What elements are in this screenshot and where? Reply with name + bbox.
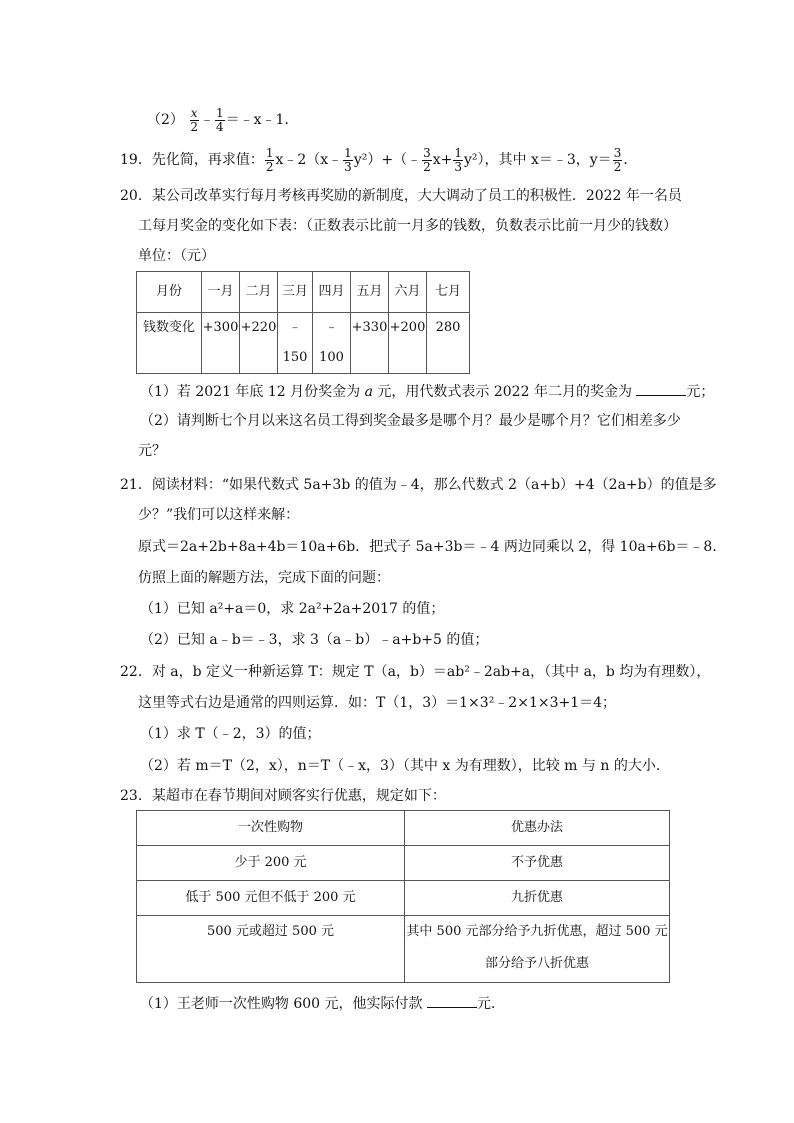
answer-blank[interactable] (636, 381, 686, 396)
fraction: $\frac{3}{2}$ (423, 145, 431, 174)
q22-line2: 这里等式右边是通常的四则运算．如：T（1，3）＝1×3²﹣2×1×3+1＝4； (138, 695, 617, 711)
table-row (137, 916, 670, 983)
q23-part1: （1）王老师一次性购物 600 元，他实际付款 元． (140, 993, 505, 1014)
q18-part2-equation: （2） $\frac{x}{2}$ ﹣ $\frac{1}{4}$ ＝﹣x﹣1． (147, 105, 299, 134)
table-row (137, 313, 470, 374)
table-cell: 月份 (137, 272, 202, 313)
table-cell: +220 (240, 313, 278, 374)
fraction: $\frac{1}{2}$ (265, 145, 274, 174)
q22-line1: 22．对 a，b 定义一种新运算 T：规定 T（a，b）＝ab²﹣2ab+a，（其中 a，b 均为有理数）， (120, 664, 711, 680)
fraction-1-over-4: $\frac{1}{4}$ (216, 105, 224, 134)
table-cell: +330 (351, 313, 389, 374)
table-cell: 一月 (202, 272, 240, 313)
table-cell: 一次性购物 (137, 811, 405, 846)
fraction: $\frac{1}{3}$ (344, 145, 352, 174)
q20-line2: 工每月奖金的变化如下表：（正数表示比前一月多的钱数，负数表示比前一月少的钱数） (138, 218, 677, 234)
q20-line1: 20．某公司改革实行每月考核再奖励的新制度，大大调动了员工的积极性．2022 年一名员 (120, 188, 682, 204)
table-cell: 其中 500 元部分给予九折优惠，超过 500 元 部分给予八折优惠 (405, 916, 670, 983)
table-cell: 九折优惠 (405, 881, 670, 916)
table-header-row (137, 811, 670, 846)
table-cell: 七月 (427, 272, 470, 313)
q18-part2-label: （2） (147, 112, 184, 128)
answer-blank[interactable] (427, 993, 477, 1008)
table-cell: 五月 (351, 272, 389, 313)
table-cell: +200 (389, 313, 427, 374)
q20-bonus-table (136, 271, 470, 374)
table-cell: 四月 (313, 272, 351, 313)
q20-unit: 单位：（元） (138, 248, 215, 264)
q23-discount-table (136, 810, 670, 983)
fraction-x-over-2: $\frac{x}{2}$ (190, 105, 199, 134)
table-cell: 优惠办法 (405, 811, 670, 846)
q22-part2: （2）若 m＝T（2，x），n＝T（﹣x，3）（其中 x 为有理数），比较 m 与 n 的大小． (140, 758, 670, 774)
q21-line4: 仿照上面的解题方法，完成下面的问题： (138, 570, 390, 586)
q20-part1: （1）若 2021 年底 12 月份奖金为 a 元，用代数式表示 2022 年二月的奖金为 元； (140, 381, 714, 402)
table-cell: +300 (202, 313, 240, 374)
table-cell: 三月 (278, 272, 313, 313)
table-header-row (137, 272, 470, 313)
q23-line1: 23．某超市在春节期间对顾客实行优惠，规定如下： (120, 788, 446, 804)
q22-part1: （1）求 T（﹣2，3）的值； (140, 726, 321, 742)
table-cell: 二月 (240, 272, 278, 313)
table-row (137, 846, 670, 881)
q21-line3: 原式＝2a+2b+8a+4b＝10a+6b．把式子 5a+3b＝﹣4 两边同乘以 2，得 10a+6b＝﹣8． (138, 539, 727, 555)
table-cell: ﹣ 150 (278, 313, 313, 374)
table-cell: 六月 (389, 272, 427, 313)
table-cell: 500 元或超过 500 元 (137, 916, 405, 983)
table-row-label: 钱数变化 (137, 313, 202, 374)
table-cell: 280 (427, 313, 470, 374)
q21-line1: 21．阅读材料：“如果代数式 5a+3b 的值为﹣4，那么代数式 2（a+b）+4（2a+b）的值是多 (120, 477, 717, 493)
q19-question: 19．先化简，再求值： $\frac{1}{2}$ x﹣2（x﹣ $\frac{1}{3}$ y²）+（﹣ $\frac{3}{2}$ x+ $\frac{1}{3}$ y²），其中 x＝﹣3，y＝ $\frac{3}{2}$ ． (120, 145, 638, 174)
table-cell: ﹣ 100 (313, 313, 351, 374)
q21-part1: （1）已知 a²+a＝0，求 2a²+2a+2017 的值； (140, 601, 445, 617)
q21-part2: （2）已知 a﹣b＝﹣3，求 3（a﹣b）﹣a+b+5 的值； (140, 632, 489, 648)
table-cell: 少于 200 元 (137, 846, 405, 881)
table-cell: 不予优惠 (405, 846, 670, 881)
table-cell: 低于 500 元但不低于 200 元 (137, 881, 405, 916)
q20-part2-line2: 元？ (138, 443, 166, 459)
q21-line2: 少？”我们可以这样来解： (138, 507, 300, 523)
fraction: $\frac{3}{2}$ (613, 145, 622, 174)
q20-part2-line1: （2）请判断七个月以来这名员工得到奖金最多是哪个月？最少是哪个月？它们相差多少 (140, 413, 681, 429)
fraction: $\frac{1}{3}$ (454, 145, 462, 174)
table-row (137, 881, 670, 916)
